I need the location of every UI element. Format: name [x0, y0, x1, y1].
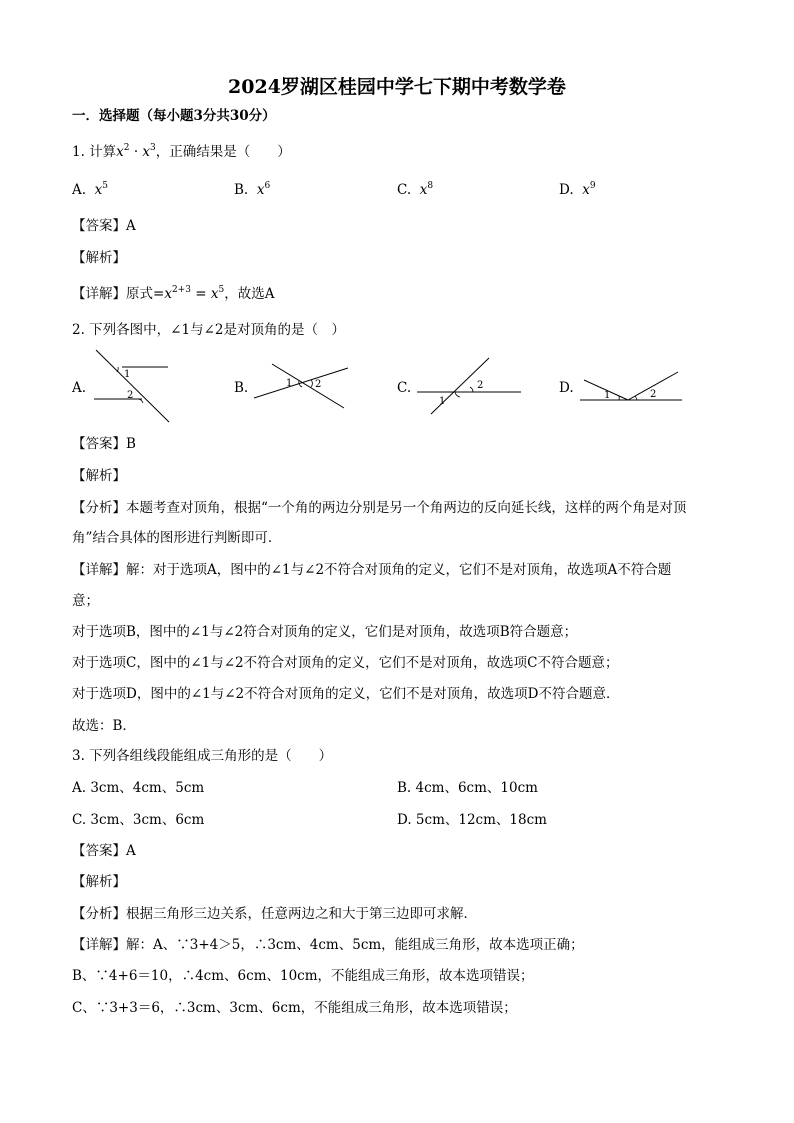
q2-option-a: A.: [72, 380, 87, 396]
angle-2-label: 2: [650, 389, 657, 400]
q2-detail-line3: 对于选项B，图中的∠1与∠2符合对顶角的定义，它们是对顶角，故选项B符合题意；: [72, 624, 578, 640]
q2-fenxi-line1: 【分析】本题考查对顶角，根据“一个角的两边分别是另一个角两边的反向延长线，这样的两个角是对顶: [72, 500, 687, 516]
q2-option-b: B.: [234, 380, 249, 396]
q1-answer: 【答案】A: [72, 218, 136, 234]
q1-analysis: 【解析】: [72, 250, 126, 266]
q2-fenxi-line2: 角”结合具体的图形进行判断即可．: [72, 530, 282, 546]
section-heading: 一．选择题（每小题3分共30分）: [72, 108, 276, 124]
q1-option-a: A. $x^5$: [72, 181, 108, 198]
q2-stem: 2. 下列各图中，∠1与∠2是对顶角的是（ ）: [72, 322, 345, 338]
q3-answer: 【答案】A: [72, 843, 136, 859]
q3-option-c: C. 3cm、3cm、6cm: [72, 812, 205, 828]
figure-a: [90, 348, 172, 426]
q2-detail-line4: 对于选项C，图中的∠1与∠2不符合对顶角的定义，它们不是对顶角，故选项C不符合题意；: [72, 655, 619, 671]
q1-option-b: B. $x^6$: [234, 181, 271, 198]
q2-option-d: D.: [559, 380, 574, 396]
figure-c: [415, 354, 525, 418]
angle-2-label: 2: [315, 379, 322, 390]
q3-option-a: A. 3cm、4cm、5cm: [72, 780, 205, 796]
q2-detail-line2: 意；: [72, 593, 99, 609]
q3-detail-line2: B、∵4+6＝10，∴4cm、6cm、10cm，不能组成三角形，故本选项错误；: [72, 968, 534, 984]
angle-1-label: 1: [604, 390, 611, 401]
q2-answer: 【答案】B: [72, 436, 136, 452]
q1-option-d: D. $x^9$: [559, 181, 596, 198]
figure-b: [252, 360, 352, 412]
q2-detail-line5: 对于选项D，图中的∠1与∠2不符合对顶角的定义，它们不是对顶角，故选项D不符合题意．: [72, 686, 620, 702]
q1-option-c: C. $x^8$: [397, 181, 434, 198]
q3-option-b: B. 4cm、6cm、10cm: [397, 780, 538, 796]
q3-option-d: D. 5cm、12cm、18cm: [397, 812, 547, 828]
q3-detail-line1: 【详解】解：A、∵3+4＞5，∴3cm、4cm、5cm，能组成三角形，故本选项正确；: [72, 937, 584, 953]
angle-2-label: 2: [477, 380, 484, 391]
angle-1-label: 1: [439, 396, 446, 407]
figure-d: [578, 366, 686, 406]
q1-detail: 【详解】原式$=x^{2+3} = x^5$，故选A: [72, 285, 275, 302]
q3-fenxi: 【分析】根据三角形三边关系，任意两边之和大于第三边即可求解．: [72, 906, 477, 922]
angle-1-label: 1: [124, 369, 131, 380]
q3-detail-line3: C、∵3+3＝6，∴3cm、3cm、6cm，不能组成三角形，故本选项错误；: [72, 1000, 517, 1016]
q2-analysis: 【解析】: [72, 468, 126, 484]
q3-analysis: 【解析】: [72, 874, 126, 890]
q2-detail-line6: 故选：B．: [72, 718, 136, 734]
angle-2-label: 2: [127, 390, 134, 401]
page-title: 2024罗湖区桂园中学七下期中考数学卷: [228, 76, 566, 98]
q2-detail-line1: 【详解】解：对于选项A，图中的∠1与∠2不符合对顶角的定义，它们不是对顶角，故选项A不符合题: [72, 562, 672, 578]
angle-1-label: 1: [286, 378, 293, 389]
q3-stem: 3. 下列各组线段能组成三角形的是（ ）: [72, 748, 333, 764]
q2-option-c: C.: [397, 380, 412, 396]
q1-stem: 1. 计算$x^2 \cdot x^3$，正确结果是（ ）: [72, 143, 291, 160]
